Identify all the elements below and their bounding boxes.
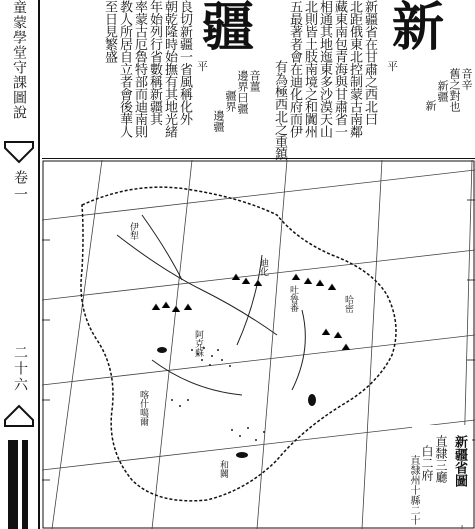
headword-note-2d: 邊疆 bbox=[212, 110, 225, 132]
map-label-turpan: 吐魯番 bbox=[288, 285, 298, 312]
map-label-dihua: 迪化 bbox=[258, 258, 268, 276]
province-map bbox=[42, 160, 475, 529]
map-title: 新疆省圖 bbox=[452, 435, 467, 487]
body-column-6: 五最著者會在迪化府而伊 bbox=[287, 0, 302, 138]
map-label-kashgar: 喀什噶爾 bbox=[138, 390, 148, 426]
fishtail-top-icon bbox=[3, 140, 35, 168]
headword-note-1b: 舊之對也 bbox=[448, 68, 461, 112]
body-column-3: 藏東南包青海與甘肅省一 bbox=[332, 0, 347, 138]
book-title: 童蒙學堂守課圖說 bbox=[11, 0, 27, 120]
map-caption-line-2: 白二府 bbox=[420, 445, 434, 481]
headword-char-1: 新 bbox=[392, 0, 445, 58]
map-label-aksu: 阿克蘇 bbox=[193, 330, 203, 357]
map-label-yili: 伊犁 bbox=[128, 222, 138, 240]
body-column-9: 朝乾隆時始撫有其地光緒 bbox=[162, 0, 177, 138]
body-column-1: 新疆省在甘肅之西北曰 bbox=[362, 0, 377, 125]
headword-char-2: 疆 bbox=[202, 0, 255, 58]
body-column-7: 有為極西北之重鎮 bbox=[272, 60, 287, 160]
mountain-hatching bbox=[152, 274, 350, 350]
map-caption-line-1: 直隸三廳 bbox=[434, 435, 448, 483]
headword-note-2a: 音薑 bbox=[248, 70, 261, 92]
margin-black-bar bbox=[8, 440, 18, 529]
page-number: 二十六 bbox=[12, 345, 28, 393]
text-block bbox=[42, 0, 475, 159]
tone-mark-2: 平 bbox=[197, 60, 208, 73]
tone-mark-1: 平 bbox=[387, 60, 398, 73]
body-column-2: 北距俄東北控制蒙古南鄰 bbox=[347, 0, 362, 138]
body-column-8: 良切新疆一省風稱化外 bbox=[177, 0, 192, 125]
margin-black-bar-thin bbox=[22, 440, 28, 529]
body-column-13: 至日見繁盛 bbox=[102, 0, 117, 63]
border-ticks bbox=[42, 200, 475, 480]
fishtail-bottom-icon bbox=[3, 400, 35, 428]
body-column-10: 年始列行省數稱新疆其 bbox=[147, 0, 162, 125]
page-margin-strip bbox=[0, 0, 40, 529]
body-column-11: 率蒙古厄魯特部而迪南則 bbox=[132, 0, 147, 138]
headword-note-1c: 新疆 bbox=[436, 80, 449, 102]
headword-note-1d: 新 bbox=[424, 100, 437, 111]
headword-note-2b: 邊界曰疆 bbox=[236, 70, 249, 114]
map-caption-line-3: 直隸州十縣二十 bbox=[408, 455, 419, 525]
map-label-hami: 哈密 bbox=[343, 295, 353, 313]
rivers bbox=[117, 215, 305, 395]
body-column-5: 北則皆土肢南境之和闐州 bbox=[302, 0, 317, 138]
volume-label: 卷一 bbox=[12, 170, 28, 204]
body-column-4: 相通其地迤東多沙漠天山 bbox=[317, 0, 332, 138]
headword-note-1a: 音辛 bbox=[460, 68, 473, 90]
headword-note-2c: 疆界 bbox=[224, 90, 237, 112]
body-column-12: 教人所居自立者會後華人 bbox=[117, 0, 132, 138]
map-label-hotan: 和闐 bbox=[218, 460, 228, 478]
